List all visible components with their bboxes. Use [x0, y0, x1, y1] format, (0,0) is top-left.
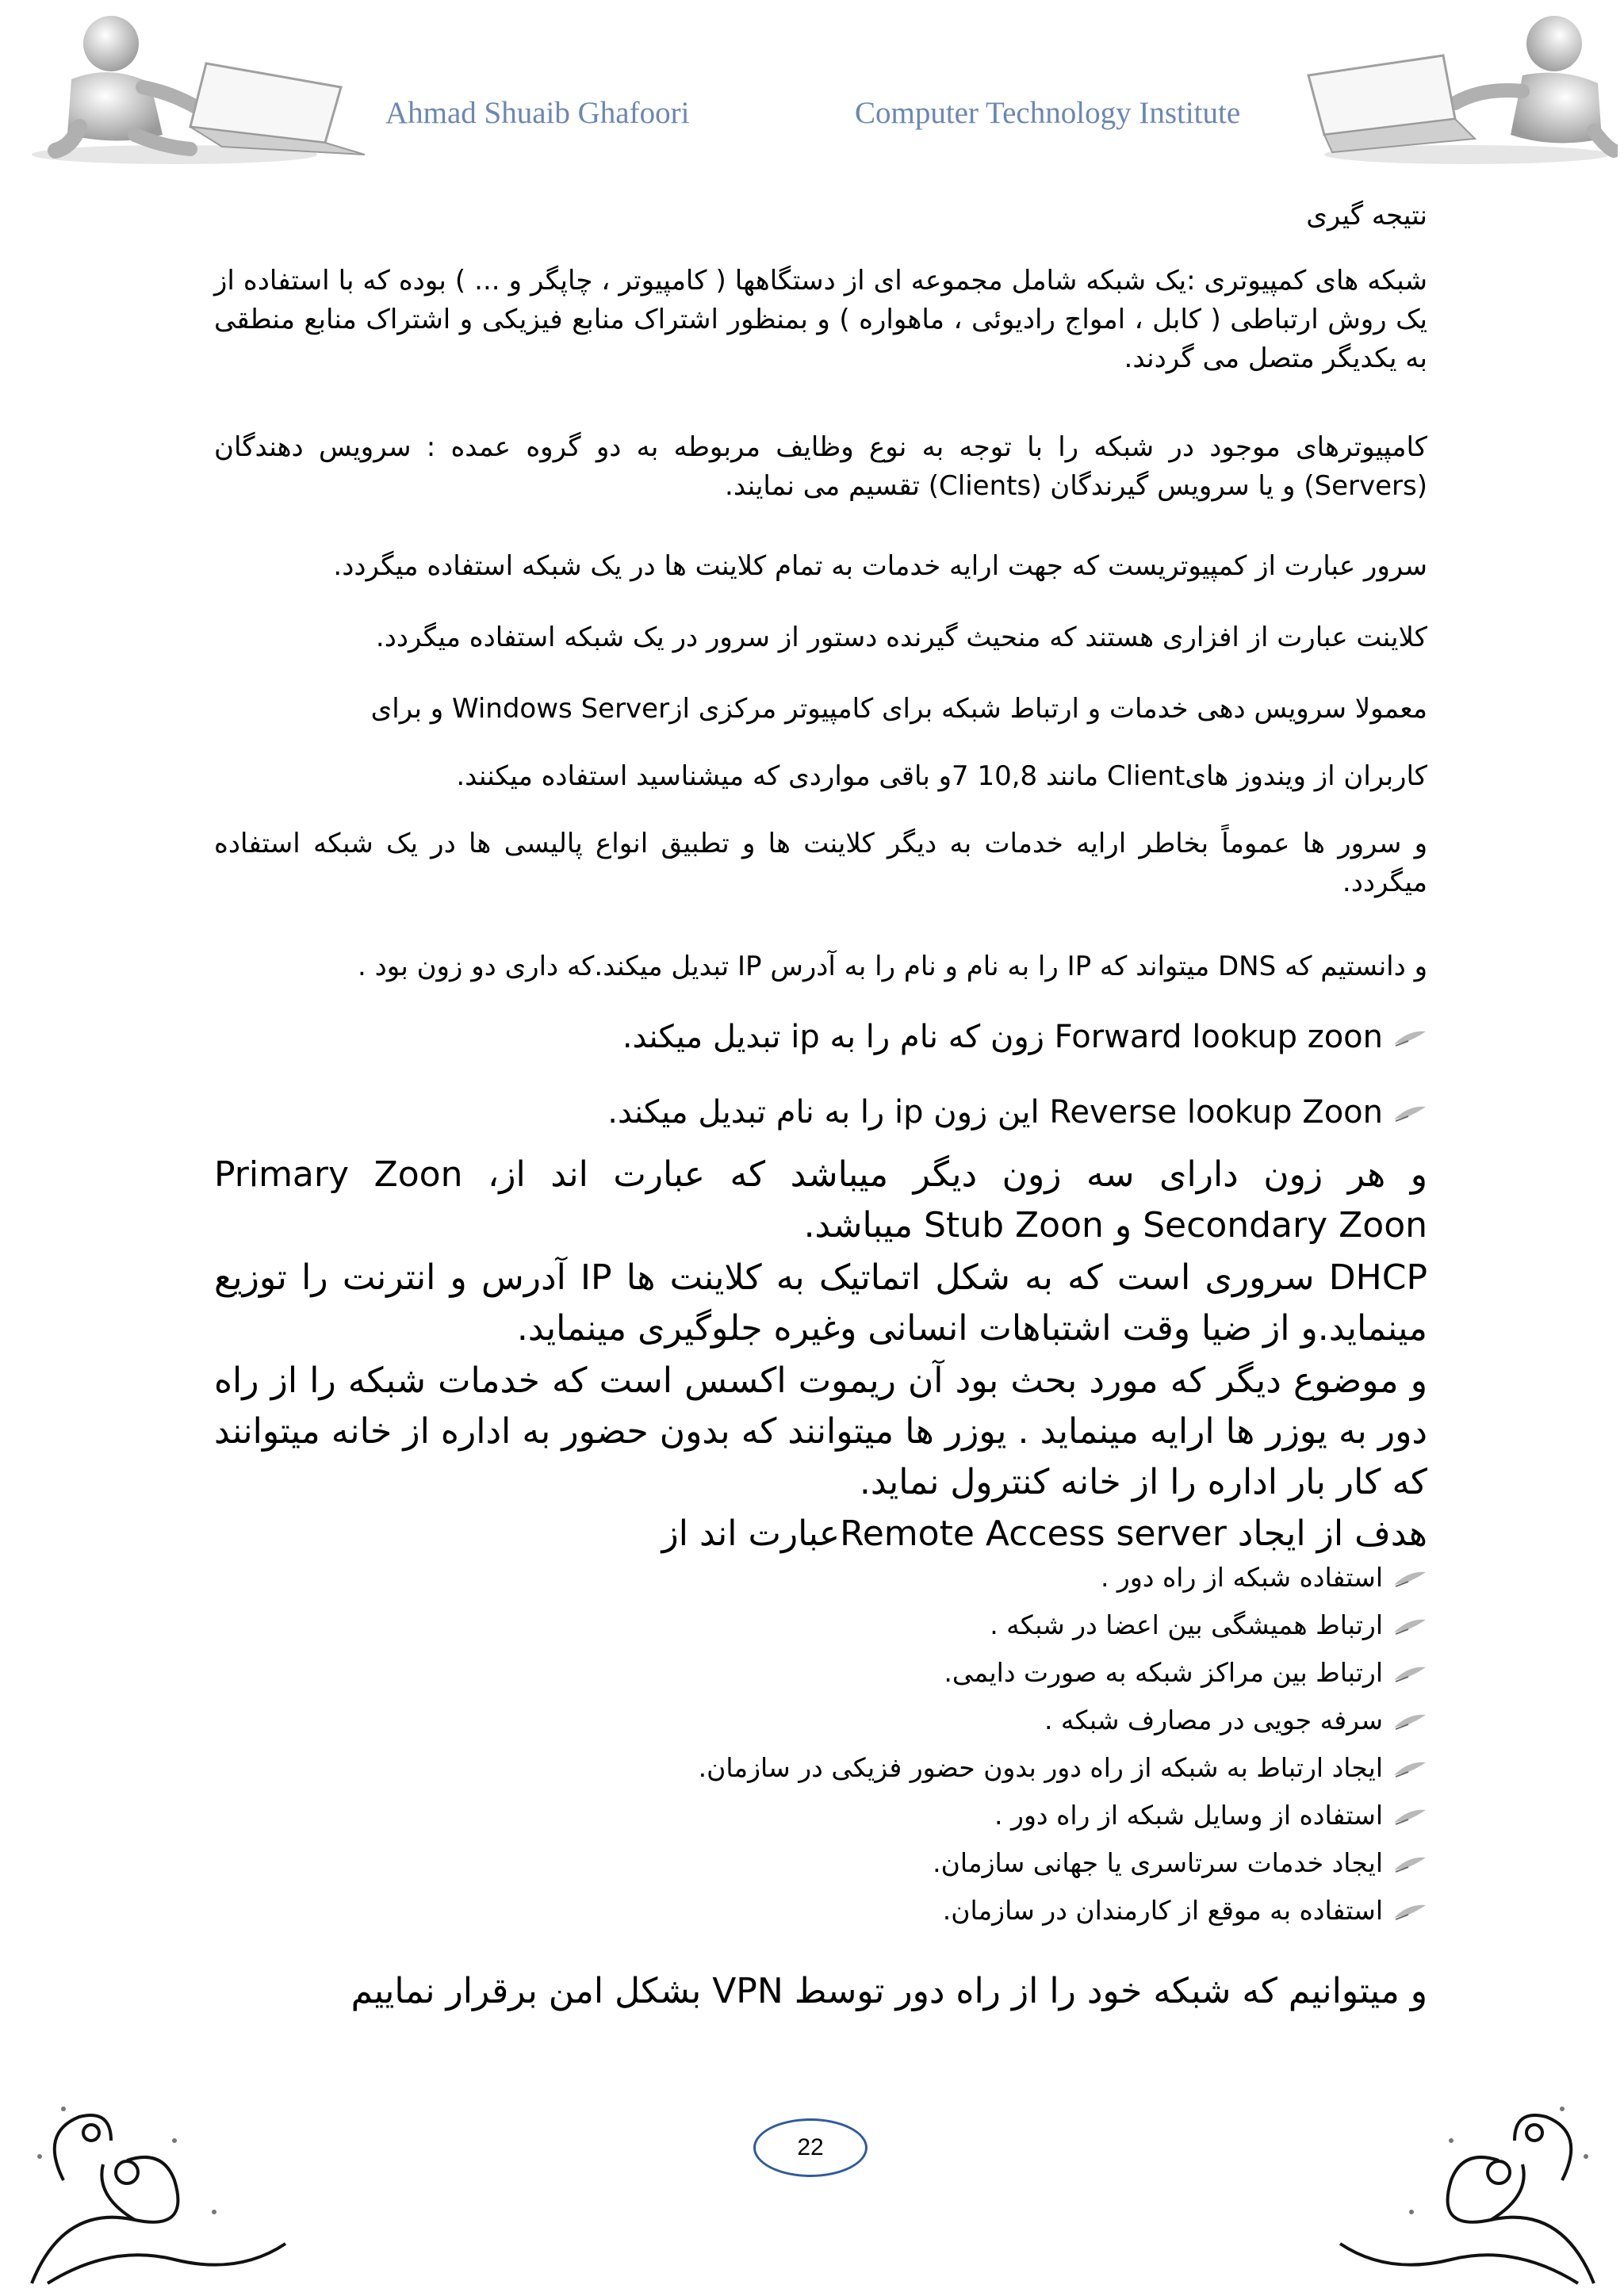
- header-author: Ahmad Shuaib Ghafoori: [385, 96, 690, 130]
- quill-bullet-icon: [1392, 1710, 1427, 1734]
- goal-item: [214, 1847, 1427, 1878]
- paragraph-client-os: کاربران از ویندوز هایClient مانند 10,8 7و باقی مواردی که میشناسید استفاده میکنند.: [456, 760, 1427, 792]
- bullet-reverse-lookup: [214, 1094, 1427, 1131]
- quill-bullet-icon: [1392, 1102, 1427, 1126]
- header-institute: Computer Technology Institute: [855, 96, 1241, 130]
- quill-bullet-icon: [1392, 1853, 1427, 1877]
- quill-bullet-icon: [1392, 1567, 1427, 1591]
- quill-bullet-icon: [1392, 1663, 1427, 1686]
- paragraph-remote-access: و موضوع دیگر که مورد بحث بود آن ریموت اکسس است که خدمات شبکه را از راه دور به یوزر ها ارایه مینماید . یوزر ها میتوانند که بدون حضور به اداره از خانه میتوانند که کار بار اداره را از خانه کنترول نماید.: [214, 1360, 1427, 1502]
- goal-label: استفاده به موقع از کارمندان در سازمان.: [942, 1895, 1383, 1926]
- swirl-ornament-left-icon: [16, 2085, 301, 2291]
- paragraph-network-definition: شبکه های کمپیوتری :یک شبکه شامل مجموعه ای از دستگاهها ( کامپیوتر ، چاپگر و ... ) بوده که با استفاده از یک روش ارتباطی ( کابل ، امواج رادیوئی ، ماهواره ) و بمنظور اشتراک منابع فیزیکی و اشتراک منابع منطقی به یکدیگر متصل می گردند.: [214, 265, 1427, 374]
- goal-item: [214, 1895, 1427, 1926]
- quill-bullet-icon: [1392, 1615, 1427, 1639]
- paragraph-server-definition: سرور عبارت از کمپیوتریست که جهت ارایه خدمات به تمام کلاینت ها در یک شبکه استفاده میگردد.: [333, 550, 1427, 582]
- goal-label: استفاده از وسایل شبکه از راه دور .: [994, 1800, 1383, 1831]
- paragraph-dhcp: DHCP سروری است که به شکل اتماتیک به کلاینت ها IP آدرس و انترنت را توزیع مینماید.و از ضیا وقت اشتباهات انسانی وغیره جلوگیری مینماید.: [214, 1257, 1427, 1349]
- goal-item: [214, 1562, 1427, 1593]
- quill-bullet-icon: [1392, 1900, 1427, 1924]
- paragraph-remote-goals-intro: هدف از ایجاد Remote Access serverعبارت اند از: [661, 1513, 1427, 1554]
- paragraph-zone-types: و هر زون دارای سه زون دیگر میباشد که عبارت اند ازPrimary Zoon ، Secondary Zoon و Stub Zoon میباشد.: [214, 1154, 1427, 1246]
- goal-label: سرفه جویی در مصارف شبکه .: [1044, 1705, 1383, 1735]
- quill-bullet-icon: [1392, 1758, 1427, 1781]
- section-heading: نتیجه گیری: [1306, 200, 1427, 232]
- page-number: 22: [753, 2118, 868, 2177]
- paragraph-computer-groups: کامپیوترهای موجود در شبکه را با توجه به نوع وظایف مربوطه به دو گروه عمده : سرویس دهندگان (Servers) و یا سرویس گیرندگان (Clients) تقسیم می نمایند.: [214, 431, 1427, 502]
- bullet-forward-lookup: [214, 1019, 1427, 1055]
- paragraph-windows-server: معمولا سرویس دهی خدمات و ارتباط شبکه برای کامپیوتر مرکزی ازWindows Server و برای: [370, 693, 1427, 725]
- paragraph-client-definition: کلاینت عبارت از افزاری هستند که منحیث گیرنده دستور از سرور در یک شبکه استفاده میگردد.: [375, 622, 1427, 653]
- quill-bullet-icon: [1392, 1805, 1427, 1829]
- document-body: [214, 0, 1427, 2061]
- paragraph-vpn: و میتوانیم که شبکه خود را از راه دور توسط VPN بشکل امن برقرار نماییم: [350, 1971, 1427, 2011]
- goal-label: ارتباط همیشگی بین اعضا در شبکه .: [990, 1609, 1383, 1640]
- quill-bullet-icon: [1392, 1027, 1427, 1050]
- goal-item: [214, 1657, 1427, 1688]
- goal-label: ارتباط بین مراکز شبکه به صورت دایمی.: [944, 1657, 1383, 1688]
- goal-label: ایجاد ارتباط به شبکه از راه دور بدون حضور فزیکی در سازمان.: [698, 1752, 1383, 1783]
- goal-label: استفاده شبکه از راه دور .: [1100, 1562, 1383, 1593]
- goal-item: [214, 1752, 1427, 1783]
- goal-item: [214, 1609, 1427, 1640]
- paragraph-dns: و دانستیم که DNS میتواند که IP را به نام و نام را به آدرس IP تبدیل میکند.که داری دو زون بود .: [358, 951, 1427, 982]
- swirl-ornament-right-icon: [1316, 2085, 1610, 2291]
- bullet-label: Forward lookup zoon زون که نام را به ip تبدیل میکند.: [622, 1019, 1383, 1055]
- goal-item: [214, 1705, 1427, 1735]
- goal-item: [214, 1800, 1427, 1831]
- bullet-label: Reverse lookup Zoon این زون ip را به نام تبدیل میکند.: [607, 1094, 1383, 1131]
- goal-label: ایجاد خدمات سرتاسری یا جهانی سازمان.: [933, 1847, 1383, 1878]
- paragraph-server-usage: و سرور ها عموماً بخاطر ارایه خدمات به دیگر کلاینت ها و تطبیق انواع پالیسی ها در یک شبکه استفاده میگردد.: [214, 828, 1427, 898]
